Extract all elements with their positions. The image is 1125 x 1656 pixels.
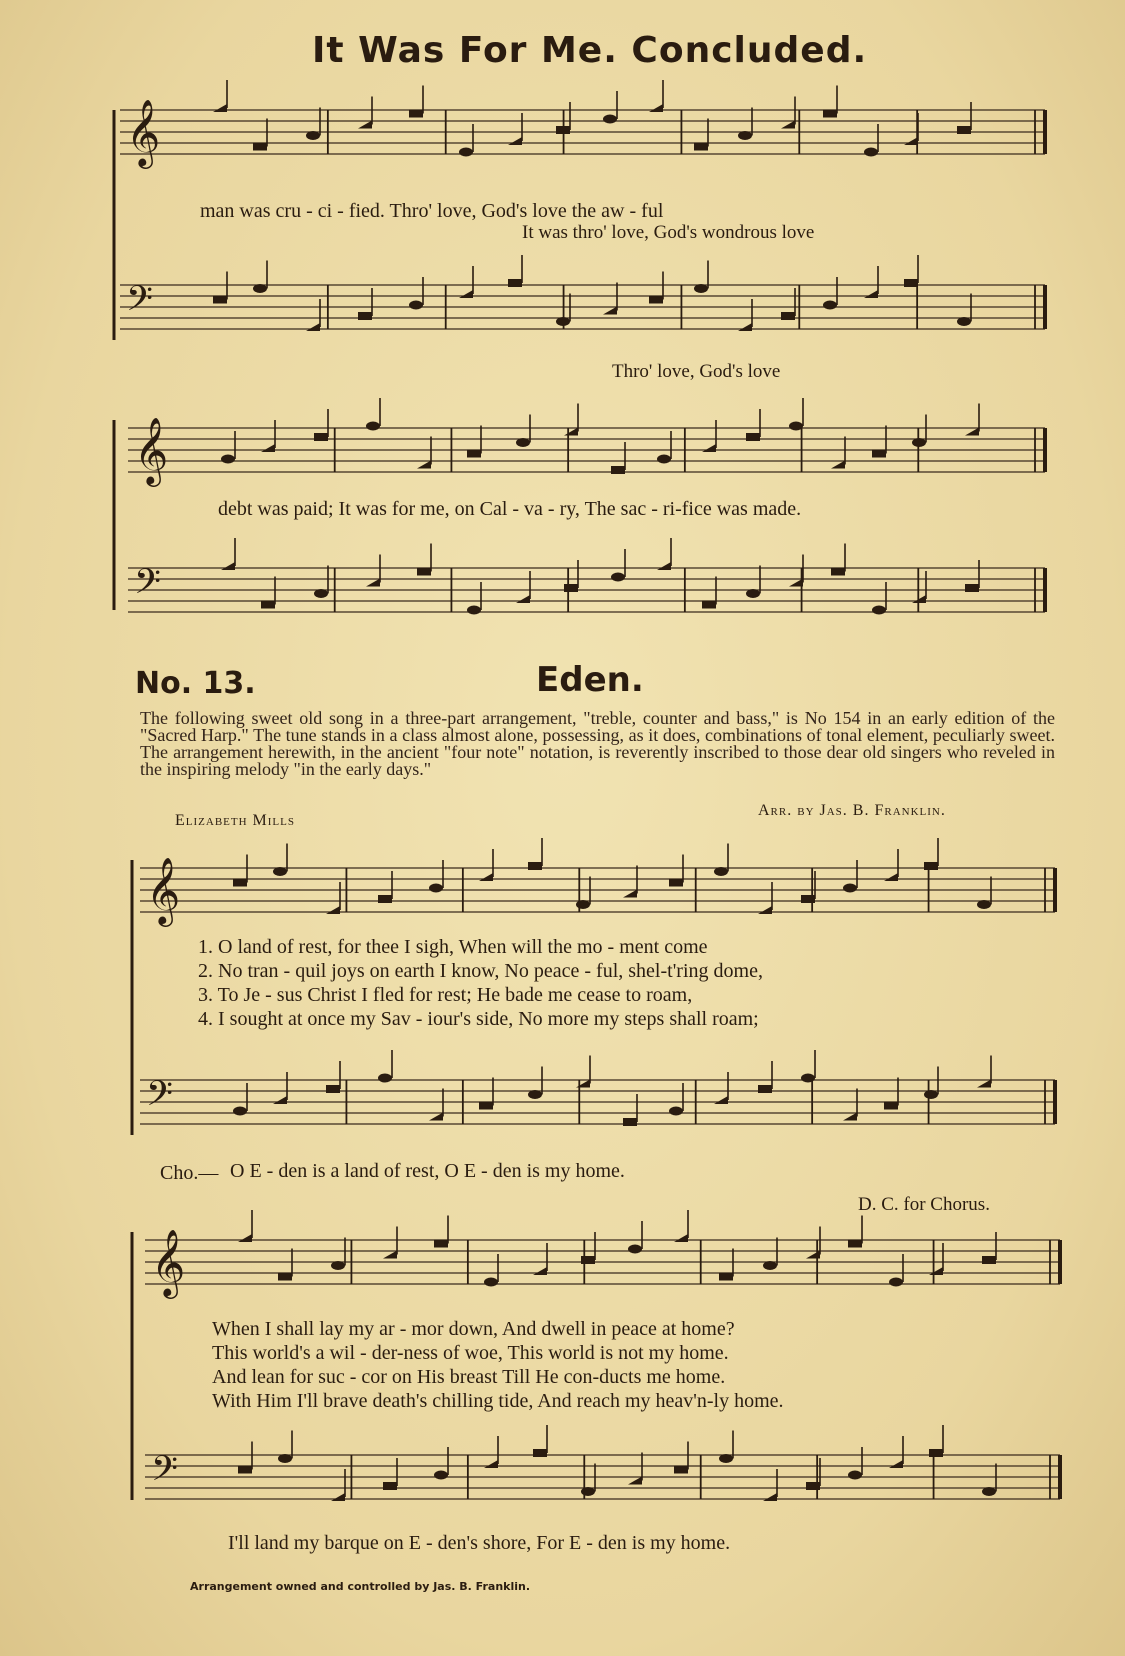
bass-clef-icon: 𝄢 — [126, 278, 154, 327]
shape-note — [467, 606, 481, 615]
shape-note — [467, 450, 481, 458]
shape-note — [556, 317, 570, 326]
chorus-line1: O E - den is a land of rest, O E - den is my home. — [230, 1160, 625, 1182]
shape-note — [746, 433, 760, 441]
shape-note — [889, 1278, 903, 1287]
shape-note — [366, 579, 380, 587]
shape-note — [801, 895, 815, 903]
chorus-label: Cho.— — [160, 1162, 219, 1184]
shape-note — [603, 307, 617, 315]
shape-note — [434, 1471, 448, 1480]
treble-clef-icon: 𝄞 — [134, 416, 169, 484]
shape-note — [702, 444, 716, 452]
shape-note — [556, 126, 570, 134]
shape-note — [649, 296, 663, 304]
verse3-line1: 3. To Je - sus Christ I fled for rest; He bade me cease to roam, — [198, 984, 693, 1006]
shape-note — [564, 584, 578, 592]
chorus-line2: I'll land my barque on E - den's shore, For E - den is my home. — [228, 1532, 731, 1554]
shape-note — [603, 115, 617, 124]
shape-note — [694, 284, 708, 293]
shape-note — [417, 461, 431, 469]
verse2-line1: 2. No tran - quil joys on earth I know, No peace - ful, shel-t'ring dome, — [198, 960, 763, 982]
shape-note — [358, 312, 372, 320]
shape-note — [516, 595, 530, 603]
shape-note — [306, 131, 320, 140]
song-title: It Was For Me. Concluded. — [312, 30, 868, 71]
verse4-line2: With Him I'll brave death's chilling tide, And reach my heav'n-ly home. — [212, 1390, 784, 1412]
shape-note — [628, 1245, 642, 1254]
shape-note — [306, 323, 320, 331]
shape-note — [864, 148, 878, 157]
shape-note — [611, 573, 625, 582]
shape-note — [581, 1487, 595, 1496]
verse3-line2: And lean for suc - cor on His breast Till He con-ducts me home. — [212, 1366, 726, 1388]
system1-bass-lyrics: Thro' love, God's love — [612, 361, 781, 382]
shape-note — [929, 1449, 943, 1457]
shape-note — [576, 900, 590, 909]
shape-note — [378, 1074, 392, 1083]
shape-note — [669, 879, 683, 887]
system1-treble-lyrics: man was cru - ci - fied. Thro' love, God's love the aw - ful — [200, 200, 664, 222]
intro-text: The following sweet old song in a three-part arrangement, "treble, counter and bass," is No 154 in an early edition of the "Sacred Harp." The tune stands in a class almost alone, possessing, as it does, combinations of tonal element, peculiarly sweet. The arrangement herewith, in the ancient "four note" notation, is reverently inscribed to those dear old singers who reveled in the inspiring melody "in the early days." — [140, 708, 1055, 779]
shape-note — [528, 862, 542, 870]
shape-note — [366, 422, 380, 431]
shape-note — [331, 1493, 345, 1501]
shape-note — [233, 1107, 247, 1116]
system2-treble-lyrics: debt was paid; It was for me, on Cal - va - ry, The sac - ri-fice was made. — [218, 498, 802, 520]
shape-note — [484, 1278, 498, 1287]
shape-note — [657, 455, 671, 464]
shape-note — [781, 121, 795, 129]
shape-note — [253, 143, 267, 151]
shape-note — [533, 1449, 547, 1457]
shape-note — [674, 1466, 688, 1474]
shape-note — [884, 1102, 898, 1110]
shape-note — [977, 1080, 991, 1088]
shape-note — [864, 290, 878, 298]
shape-note — [434, 1240, 448, 1248]
shape-note — [929, 1267, 943, 1275]
shape-note — [982, 1256, 996, 1264]
hymn-title: Eden. — [536, 660, 644, 700]
shape-note — [694, 143, 708, 151]
shape-note — [628, 1477, 642, 1485]
shape-note — [872, 606, 886, 615]
shape-note — [669, 1107, 683, 1116]
shape-note — [326, 1085, 340, 1093]
shape-note — [479, 873, 493, 881]
shape-note — [326, 906, 340, 914]
shape-note — [581, 1256, 595, 1264]
shape-note — [719, 1273, 733, 1281]
shape-note — [789, 579, 803, 587]
shape-note — [738, 323, 752, 331]
shape-note — [429, 884, 443, 893]
shape-note — [528, 1090, 542, 1099]
shape-note — [823, 110, 837, 118]
shape-note — [238, 1466, 252, 1474]
shape-note — [623, 890, 637, 898]
shape-note — [253, 284, 267, 293]
shape-note — [763, 1261, 777, 1270]
shape-note — [806, 1482, 820, 1490]
bass-clef-icon: 𝄢 — [134, 561, 162, 610]
shape-note — [848, 1471, 862, 1480]
shape-note — [884, 873, 898, 881]
shape-note — [977, 900, 991, 909]
shape-note — [904, 137, 918, 145]
shape-note — [459, 148, 473, 157]
verse1-line2: When I shall lay my ar - mor down, And dwell in peace at home? — [212, 1318, 735, 1340]
dc-instruction: D. C. for Chorus. — [858, 1194, 990, 1215]
shape-note — [378, 895, 392, 903]
shape-note — [409, 110, 423, 118]
shape-note — [789, 422, 803, 431]
shape-note — [674, 1234, 688, 1242]
shape-note — [383, 1251, 397, 1259]
shape-note — [221, 455, 235, 464]
intro-paragraph — [140, 710, 1055, 778]
shape-note — [383, 1482, 397, 1490]
shape-note — [273, 1096, 287, 1104]
shape-note — [924, 862, 938, 870]
shape-note — [611, 466, 625, 474]
arranger-credit: Arr. by Jas. B. Franklin. — [758, 802, 946, 819]
shape-note — [738, 131, 752, 140]
shape-note — [714, 1096, 728, 1104]
shape-note — [848, 1240, 862, 1248]
shape-note — [843, 884, 857, 893]
shape-note — [213, 104, 227, 112]
bass-clef-icon: 𝄢 — [151, 1448, 179, 1497]
shape-note — [823, 301, 837, 310]
shape-note — [657, 562, 671, 570]
shape-note — [982, 1487, 996, 1496]
shape-note — [649, 104, 663, 112]
shape-note — [331, 1261, 345, 1270]
shape-note — [314, 589, 328, 598]
shape-note — [273, 867, 287, 876]
hymn-number: No. 13. — [135, 666, 256, 701]
shape-note — [904, 279, 918, 287]
shape-note — [479, 1102, 493, 1110]
shape-note — [831, 461, 845, 469]
treble-clef-icon: 𝄞 — [151, 1228, 186, 1296]
shape-note — [781, 312, 795, 320]
shape-note — [924, 1090, 938, 1099]
shape-note — [221, 562, 235, 570]
shape-note — [801, 1074, 815, 1083]
shape-note — [508, 137, 522, 145]
shape-note — [261, 601, 275, 609]
shape-note — [714, 867, 728, 876]
system1-alto-lyrics: It was thro' love, God's wondrous love — [522, 222, 815, 243]
shape-note — [889, 1460, 903, 1468]
shape-note — [533, 1267, 547, 1275]
shape-note — [233, 879, 247, 887]
lyricist-credit: Elizabeth Mills — [175, 812, 295, 829]
shape-note — [459, 290, 473, 298]
treble-clef-icon: 𝄞 — [146, 856, 181, 924]
shape-note — [758, 906, 772, 914]
shape-note — [261, 444, 275, 452]
shape-note — [358, 121, 372, 129]
shape-note — [965, 428, 979, 436]
shape-note — [758, 1085, 772, 1093]
verse2-line2: This world's a wil - der-ness of woe, This world is not my home. — [212, 1342, 729, 1364]
bass-clef-icon: 𝄢 — [146, 1073, 174, 1122]
shape-note — [278, 1454, 292, 1463]
shape-note — [238, 1234, 252, 1242]
shape-note — [843, 1113, 857, 1121]
verse1-line1: 1. O land of rest, for thee I sigh, When will the mo - ment come — [198, 936, 708, 958]
shape-note — [409, 301, 423, 310]
shape-note — [484, 1460, 498, 1468]
shape-note — [278, 1273, 292, 1281]
shape-note — [872, 450, 886, 458]
shape-note — [516, 438, 530, 447]
shape-note — [957, 126, 971, 134]
shape-note — [508, 279, 522, 287]
shape-note — [213, 296, 227, 304]
shape-note — [957, 317, 971, 326]
shape-note — [965, 584, 979, 592]
shape-note — [564, 428, 578, 436]
shape-note — [417, 568, 431, 576]
shape-note — [429, 1113, 443, 1121]
copyright-footer: Arrangement owned and controlled by Jas. B. Franklin. — [190, 1580, 531, 1593]
shape-note — [831, 568, 845, 576]
shape-note — [576, 1080, 590, 1088]
shape-note — [719, 1454, 733, 1463]
shape-note — [746, 589, 760, 598]
shape-note — [763, 1493, 777, 1501]
treble-clef-icon: 𝄞 — [126, 98, 161, 166]
shape-note — [912, 438, 926, 447]
verse4-line1: 4. I sought at once my Sav - iour's side, No more my steps shall roam; — [198, 1008, 759, 1030]
shape-note — [623, 1118, 637, 1126]
shape-note — [702, 601, 716, 609]
shape-note — [314, 433, 328, 441]
